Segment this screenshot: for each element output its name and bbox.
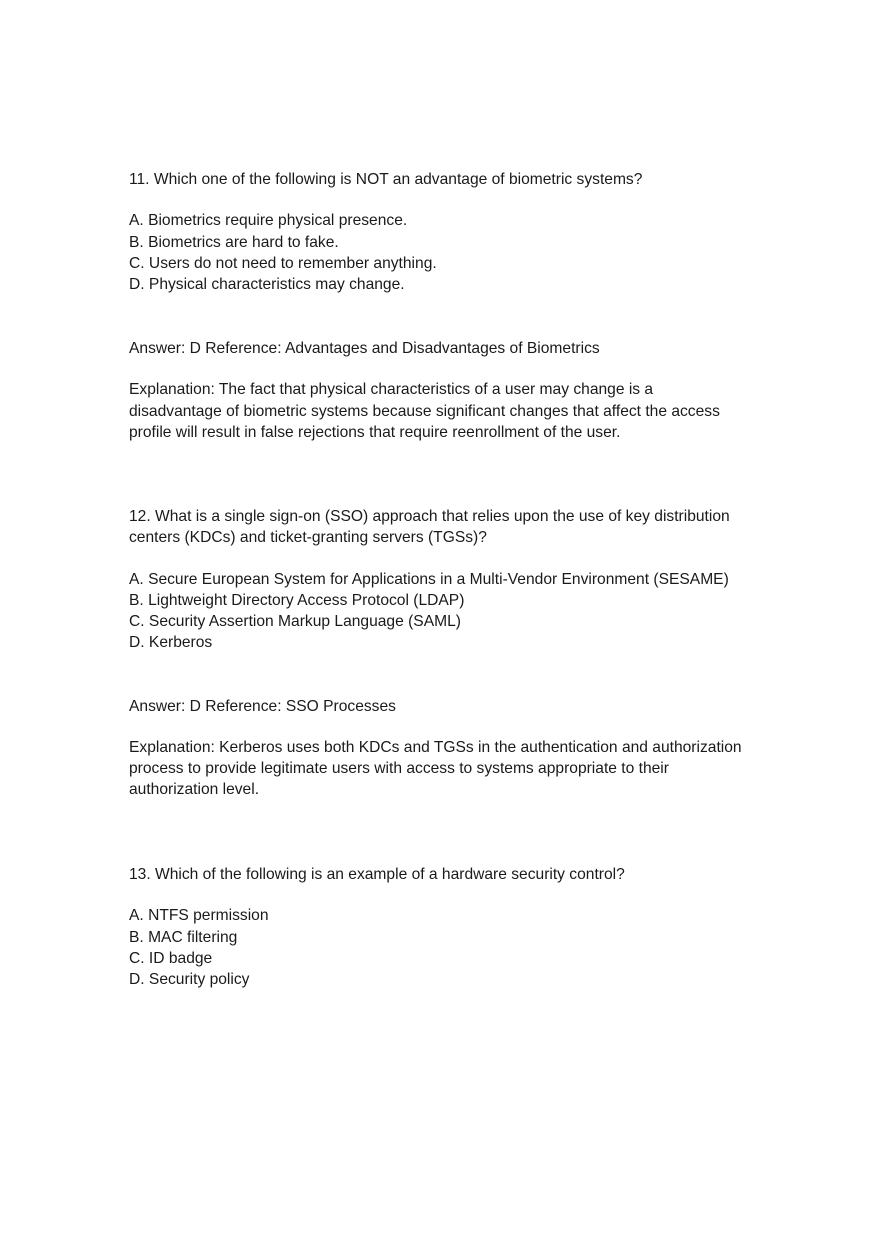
q11-option-a: A. Biometrics require physical presence. (129, 212, 408, 229)
q11-option-b: B. Biometrics are hard to fake. (129, 234, 339, 251)
q12-explanation-line-2: process to provide legitimate users with access to systems appropriate to their (129, 760, 669, 777)
q11-explanation-line-2: disadvantage of biometric systems because significant changes that affect the access (129, 403, 720, 420)
q11-answer: Answer: D Reference: Advantages and Disadvantages of Biometrics (129, 340, 600, 357)
q12-option-a: A. Secure European System for Applications in a Multi-Vendor Environment (SESAME) (129, 571, 729, 588)
q11-option-c: C. Users do not need to remember anything. (129, 255, 437, 272)
q12-option-c: C. Security Assertion Markup Language (SAML) (129, 613, 461, 630)
q12-explanation-line-3: authorization level. (129, 781, 260, 798)
q12-option-d: D. Kerberos (129, 634, 213, 651)
q13-question: 13. Which of the following is an example of a hardware security control? (129, 866, 625, 883)
q12-explanation-line-1: Explanation: Kerberos uses both KDCs and TGSs in the authentication and authorization (129, 739, 742, 756)
q13-option-b: B. MAC filtering (129, 929, 238, 946)
q11-explanation-line-1: Explanation: The fact that physical characteristics of a user may change is a (129, 381, 654, 398)
q11-question: 11. Which one of the following is NOT an advantage of biometric systems? (129, 171, 643, 188)
q12-answer: Answer: D Reference: SSO Processes (129, 698, 396, 715)
q12-option-b: B. Lightweight Directory Access Protocol (LDAP) (129, 592, 465, 609)
q12-question-line-2: centers (KDCs) and ticket-granting servers (TGSs)? (129, 529, 487, 546)
q12-question-line-1: 12. What is a single sign-on (SSO) approach that relies upon the use of key distribution (129, 508, 730, 525)
q11-explanation-line-3: profile will result in false rejections that require reenrollment of the user. (129, 424, 621, 441)
q11-option-d: D. Physical characteristics may change. (129, 276, 405, 293)
q13-option-a: A. NTFS permission (129, 907, 269, 924)
q13-option-c: C. ID badge (129, 950, 213, 967)
q13-option-d: D. Security policy (129, 971, 250, 988)
